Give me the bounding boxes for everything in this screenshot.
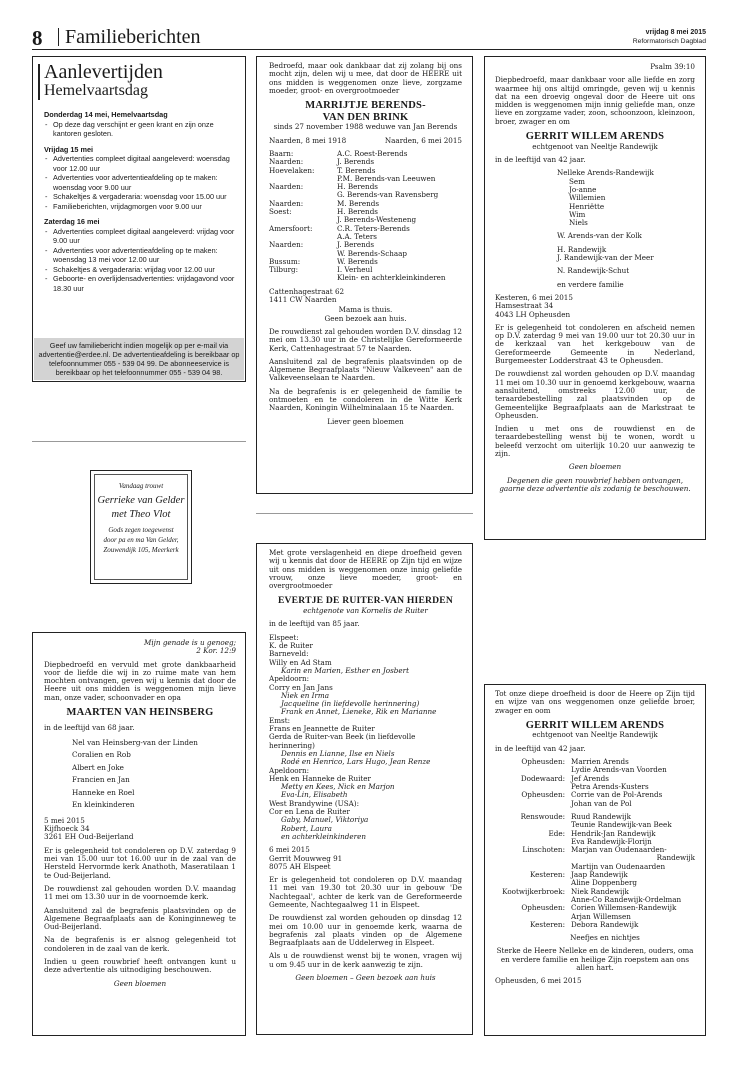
- address-line: 4043 LH Opheusden: [495, 309, 571, 319]
- intro-text: Tot onze diepe droefheid is door de Heere op Zijn tijd en wijze van ons weggenomen onze geliefde broer, zwager en oom: [495, 689, 695, 715]
- family-place: Opheusden:: [521, 903, 565, 913]
- condolence-text: Er is gelegenheid tot condoleren en afscheid nemen op D.V. zaterdag 9 mei van 19.00 uur tot 20.30 uur in de kerkzaal van het kerkgebouw van de Gereformeerde Gemeente in Nederland, Burgemeester Lodderstraat 43 te Opheusden.: [495, 322, 695, 366]
- family-member: W. Berends-Schaap: [337, 248, 408, 258]
- family-member: Debora Randewijk: [571, 919, 639, 929]
- schedule-item: - Advertenties compleet digitaal aangeleverd: woensdag voor 12.00 uur: [44, 154, 240, 173]
- column-rule: [32, 441, 246, 442]
- family-place: Opheusden:: [521, 790, 565, 800]
- family-member: Ruud Randewijk: [571, 811, 631, 821]
- family-line: Willy en Ad Stam: [269, 657, 332, 667]
- place-date: Kesteren, 6 mei 2015: [495, 292, 573, 302]
- condolence-text: Na de begrafenis is er gelegenheid de familie te ontmoeten en te condoleren in de Witte Kerk Naarden, Koningin Wilhelminalaan 15 te Naarden.: [269, 386, 462, 413]
- day-heading: Zaterdag 16 mei: [44, 217, 100, 226]
- family-member: J. Berends-Westeneng: [337, 215, 417, 225]
- day-list: [44, 227, 240, 294]
- family-member: Jef Arends: [571, 773, 609, 783]
- family-member: T. Berends: [337, 165, 376, 175]
- burial-text: Aansluitend zal de begrafenis plaatsvinden op de Algemene Begraafplaats aan de Koninginneweg te Oud-Beijerland.: [44, 905, 236, 932]
- family-line: Wim: [569, 209, 586, 219]
- family-line: Francien en Jan: [72, 775, 130, 785]
- day-heading: Donderdag 14 mei, Hemelvaartsdag: [44, 110, 168, 119]
- spouse-note: echtgenote van Kornelis de Ruiter: [303, 605, 428, 615]
- family-list: [269, 634, 462, 841]
- date-line: 6 mei 2015: [269, 845, 310, 855]
- obituary-body: [44, 639, 236, 988]
- family-member: Corrie van de Pol-Arends: [571, 790, 663, 800]
- aanlever-schedule: [44, 110, 240, 293]
- family-line: Corry en Jan Jans: [269, 682, 333, 692]
- obituary-marrijtje: [256, 56, 473, 494]
- family-member: P.M. Berends-van Leeuwen: [337, 173, 436, 183]
- service-text: De rouwdienst zal gehouden worden D.V. maandag 11 mei om 13.30 uur in de voornoemde kerk.: [44, 883, 236, 902]
- family-member: G. Berends-van Ravensberg: [337, 190, 439, 200]
- obituary-body: [269, 549, 462, 982]
- schedule-item: - Familieberichten, vrijdagmorgen voor 9.00 uur: [44, 202, 240, 212]
- obituary-maarten: [32, 632, 246, 1036]
- family-line: Karin en Marien, Esther en Josbert: [281, 665, 409, 675]
- family-member: Niek Randewijk: [571, 886, 629, 896]
- family-member: H. Berends: [337, 182, 378, 192]
- obituary-gerrit-1: [484, 56, 706, 540]
- family-member: C.R. Teters-Berends: [337, 223, 410, 233]
- family-member: Lydie Arends-van Voorden: [571, 765, 667, 775]
- family-line: Nelleke Arends-Randewijk: [557, 168, 654, 178]
- family-line: Jacqueline (in liefdevolle herinnering): [281, 699, 420, 709]
- date-line: 5 mei 2015: [44, 815, 85, 825]
- family-member: Marjan van Oudenaarden-: [571, 845, 667, 855]
- closing-note: Degenen die geen rouwbrief hebben ontvangen, gaarne deze advertentie als zodanig te beschouwen.: [499, 475, 691, 493]
- family-line: J. Randewijk-van der Meer: [557, 253, 654, 263]
- family-line: Niels: [569, 218, 588, 228]
- family-list: [495, 758, 695, 929]
- family-member: Johan van de Pol: [571, 798, 632, 808]
- birth-date: Naarden, 8 mei 1918: [269, 135, 347, 145]
- family-line: Gaby, Manuel, Viktoriya: [281, 815, 369, 825]
- family-line: Robert, Laura: [281, 823, 332, 833]
- obituary-body: [495, 63, 695, 493]
- condolence-text: Er is gelegenheid tot condoleren op D.V. maandag 11 mei van 19.30 tot 20.30 uur in gebouw 'De Nachtegaal', achter de kerk van de Gereformeerde Gemeente, Nachtegaalweg 11 in Elspeet.: [269, 875, 462, 909]
- schedule-item: - Op deze dag verschijnt er geen krant en zijn onze kantoren gesloten.: [44, 120, 240, 139]
- family-member: Hendrik-Jan Randewijk: [571, 828, 656, 838]
- family-line: Rodé en Henrico, Lars Hugo, Jean Renze: [281, 757, 431, 767]
- family-member: Martijn van Oudenaarden: [571, 861, 666, 871]
- family-list: [495, 169, 695, 227]
- wedding-blessing: Gods zegen toegewenst: [108, 526, 174, 534]
- age-line: in de leeftijd van 68 jaar.: [44, 722, 135, 732]
- schedule-item: - Advertenties voor advertentieafdeling op te maken: woensdag voor 9.00 uur: [44, 173, 240, 192]
- family-line: Gerda de Ruiter-van Beek (in liefdevolle herinnering): [269, 732, 416, 750]
- family-member: J. Berends: [337, 157, 375, 167]
- family-line: Elspeet:: [269, 632, 299, 642]
- condolence-text: Er is gelegenheid tot condoleren op D.V. zaterdag 9 mei van 15.00 uur tot 16.00 uur in de zaal van de Hersteld Hervormde kerk Anathoth, Maseratilaan 1 te Oud-Beijerland.: [44, 845, 236, 880]
- deceased-name: MAARTEN VAN HEINSBERG: [66, 707, 214, 719]
- family-place: Soest:: [269, 207, 292, 217]
- family-line: Sem: [569, 176, 585, 186]
- quote-line: Mama is thuis.: [338, 305, 393, 315]
- family-line: Metty en Kees, Nick en Marjon: [281, 782, 395, 792]
- family-place: [495, 854, 571, 862]
- family-line: Frans en Jeannette de Ruiter: [269, 724, 375, 734]
- family-place: Ede:: [548, 828, 565, 838]
- day-heading: Vrijdag 15 mei: [44, 144, 94, 154]
- family-member: Eva Randewijk-Florijn: [571, 836, 652, 846]
- family-member: J. Berends: [337, 240, 375, 250]
- family-member: H. Berends: [337, 207, 378, 217]
- wedding-parents: door pa en ma Van Gelder,: [103, 536, 179, 544]
- aanlevertijden-box: [32, 56, 246, 382]
- header-paper: Reformatorisch Dagblad: [632, 38, 706, 45]
- page-header: [32, 25, 706, 50]
- attendance-text: Als u de rouwdienst wenst bij te wonen, vragen wij u om 9.45 uur in de kerk aanwezig te zijn.: [269, 951, 462, 969]
- family-list: [495, 246, 695, 263]
- family-line: Frank en Annet, Lieneke, Rik en Marianne: [281, 707, 437, 717]
- family-line: Apeldoorn:: [269, 765, 310, 775]
- address-line: 8075 AH Elspeet: [269, 861, 331, 871]
- page-number: 8: [32, 26, 43, 50]
- family-place: Opheusden:: [521, 757, 565, 767]
- widow-note: sinds 27 november 1988 weduwe van Jan Berends: [273, 122, 458, 132]
- family-line: Niek en Irma: [281, 690, 330, 700]
- wedding-bride: Gerrieke van Gelder: [97, 495, 185, 506]
- family-line: West Brandywine (USA):: [269, 798, 360, 808]
- wedding-text: [95, 481, 187, 555]
- family-member: Petra Arends-Kusters: [571, 782, 649, 792]
- family-line: Coralien en Rob: [72, 750, 131, 760]
- death-date: Naarden, 6 mei 2015: [384, 135, 462, 145]
- family-member: W. Berends: [337, 256, 378, 266]
- family-line: H. Randewijk: [557, 244, 607, 254]
- deceased-name: EVERTJE DE RUITER-VAN HIERDEN: [277, 595, 454, 607]
- family-place: Linschoten:: [522, 845, 565, 855]
- aanlever-footer: Geef uw familiebericht indien mogelijk op per e-mail via advertentie@erdee.nl. De advertentieafdeling is bereikbaar op telefoonnummer 055 - 539 04 99. De abonneeservice is bereikbaar op het telefoonnummer 055 - 539 04 98.: [34, 338, 244, 380]
- obituary-body: [495, 690, 695, 986]
- bible-verse: Mijn genade is u genoeg;: [144, 638, 236, 647]
- wedding-address: Zouwendijk 105, Meerkerk: [103, 546, 179, 554]
- family-line: Albert en Joke: [72, 762, 124, 772]
- attendance-text: Indien u met ons de rouwdienst en de teraardebestelling wenst bij te wonen, wordt u beleefd verzocht om uiterlijk 10.20 uur aanwezig te zijn.: [495, 424, 695, 458]
- address-line: 1411 CW Naarden: [269, 295, 337, 305]
- schedule-item: - Schakeltjes & vergaderaria: woensdag voor 15.00 uur: [44, 192, 240, 202]
- deceased-name: GERRIT WILLEM ARENDS: [525, 719, 665, 731]
- family-line: Barneveld:: [269, 649, 309, 659]
- family-line: Henriëtte: [569, 201, 605, 211]
- intro-text: Diepbedroefd en vervuld met grote dankbaarheid voor de liefde die wij in zo ruime mate van hem mochten ontvangen, geven wij u kennis dat door de Heere uit ons midden is weggenomen mijn lieve man, onze vader, schoonvader en opa: [44, 659, 236, 702]
- cousins-line: Neefjes en nichtjes: [570, 933, 640, 943]
- family-member: Aline Doppenberg: [571, 878, 638, 888]
- family-line: Henk en Hanneke de Ruiter: [269, 773, 371, 783]
- age-line: in de leeftijd van 42 jaar.: [495, 155, 586, 165]
- deceased-name: VAN DEN BRINK: [322, 111, 409, 123]
- family-place: Naarden:: [269, 198, 304, 208]
- burial-text: Aansluitend zal de begrafenis plaatsvinden op de Algemene Begraafplaats "Nieuw Valkeveen" aan de Valkeveenselaan te Naarden.: [269, 356, 462, 383]
- family-line: Dennis en Lianne, Ilse en Niels: [281, 748, 395, 758]
- column-rule: [256, 513, 473, 514]
- family-line: N. Randewijk-Schut: [557, 266, 630, 276]
- obituary-body: [269, 62, 462, 426]
- header-divider: [58, 28, 59, 46]
- address-line: Kijfhoeck 34: [44, 824, 90, 834]
- family-member: Marrien Arends: [571, 757, 629, 767]
- family-list: [44, 737, 236, 812]
- family-member: Randewijk: [656, 853, 695, 863]
- family-line: Cor en Lena de Ruiter: [269, 807, 350, 817]
- family-line: En kleinkinderen: [72, 800, 135, 810]
- family-row: [269, 274, 462, 282]
- obituary-evertje: [256, 543, 473, 1035]
- family-line: Apeldoorn:: [269, 674, 310, 684]
- family-line: Emst:: [269, 715, 291, 725]
- family-place: [269, 274, 337, 282]
- spouse-note: echtgenoot van Neeltje Randewijk: [532, 730, 658, 740]
- family-member: Corien Willemsen-Randewijk: [571, 903, 677, 913]
- spouse-note: echtgenoot van Neeltje Randewijk: [532, 141, 658, 151]
- family-place: Tilburg:: [269, 265, 299, 275]
- family-line: en achterkleinkinderen: [281, 831, 366, 841]
- wedding-groom: met Theo Vlot: [111, 509, 171, 520]
- family-member: Anne-Co Randewijk-Ordelman: [571, 894, 682, 904]
- family-place: Naarden:: [269, 157, 304, 167]
- family-place: Dodewaard:: [520, 773, 565, 783]
- family-member: Jaap Randewijk: [571, 870, 628, 880]
- address-line: Gerrit Mouwweg 91: [269, 853, 343, 863]
- address-line: Cattenhagestraat 62: [269, 286, 345, 296]
- intro-text: Diepbedroefd, maar dankbaar voor alle liefde en zorg waarmee hij ons altijd omringde, geven wij u kennis dat na een droevig ongeval door de Heere uit ons midden is weggenomen mijn innig geliefde man, onze lieve en zorgzame vader, zoon, schoonzoon, kleinzoon, broer, zwager en om: [495, 75, 695, 126]
- section-title: Familieberichten: [65, 26, 201, 48]
- service-text: De rouwdienst zal worden gehouden op dinsdag 12 mei om 10.00 uur in genoemde kerk, waarna de begrafenis zal plaats vinden op de Algemene Begraafplaats aan de Uddelerweg in Elspeet.: [269, 913, 462, 948]
- after-burial-text: Na de begrafenis is er alsnog gelegenheid tot condoleren in de zaal van de kerk.: [44, 935, 236, 953]
- family-place: Amersfoort:: [269, 223, 313, 233]
- service-text: De rouwdienst zal worden gehouden op D.V. maandag 11 mei om 10.30 uur in genoemd kerkgebouw, waarna aansluitend, omstreeks 12.00 uur, de teraardebestelling zal plaatsvinden op de Gemeentelijke Begraafplaats aan de Markstraat te Opheusden.: [495, 369, 695, 420]
- family-place: Hoevelaken:: [269, 165, 315, 175]
- quote-line: Geen bezoek aan huis.: [324, 313, 407, 323]
- family-line: Nel van Heinsberg-van der Linden: [72, 737, 198, 747]
- family-line: Jo-anne: [569, 184, 597, 194]
- family-member: A.C. Roest-Berends: [337, 148, 408, 158]
- family-line: en verdere familie: [557, 279, 624, 289]
- family-place: Bussum:: [269, 256, 301, 266]
- schedule-item: - Geboorte- en overlijdensadvertenties: vrijdagavond voor 18.30 uur: [44, 274, 240, 293]
- aanlever-subtitle: Hemelvaartsdag: [44, 82, 148, 99]
- closing-note: Geen bloemen – Geen bezoek aan huis: [295, 973, 436, 983]
- family-member: I. Verheul: [337, 265, 373, 275]
- schedule-item: - Advertenties voor advertentieafdeling op te maken: woensdag 13 mei voor 12.00 uur: [44, 246, 240, 265]
- obituary-gerrit-2: [484, 684, 706, 1036]
- address-line: Hamsestraat 34: [495, 301, 554, 311]
- intro-text: Met grote verslagenheid en diepe droefheid geven wij u kennis dat door de HEERE op Zijn tijd en wijze uit ons midden is weggenomen onze innig geliefde vrouw, onze lieve moeder, groot- en overgrootmoeder: [269, 548, 462, 591]
- day-list: [44, 120, 240, 139]
- day-list: [44, 154, 240, 211]
- family-member: Teunie Randewijk-van Beek: [571, 820, 672, 830]
- family-list: [269, 150, 462, 283]
- place-date: Opheusden, 6 mei 2015: [495, 976, 582, 986]
- title-accent-bar: [38, 64, 40, 100]
- closing-note: Geen bloemen: [113, 978, 167, 988]
- family-line: Eva-Lin, Elisabeth: [281, 790, 348, 800]
- family-line: Willemien: [569, 193, 606, 203]
- age-line: in de leeftijd van 85 jaar.: [269, 619, 360, 629]
- wedding-intro: Vandaag trouwt: [118, 482, 164, 490]
- age-line: in de leeftijd van 42 jaar.: [495, 743, 586, 753]
- bible-reference: 2 Kor. 12:9: [196, 646, 236, 656]
- aanlever-title: Aanlevertijden: [44, 61, 163, 83]
- family-member: Arjan Willemsen: [571, 911, 631, 921]
- schedule-item: - Schakeltjes & vergaderaria: vrijdag voor 12.00 uur: [44, 265, 240, 275]
- invitation-text: Indien u geen rouwbrief heeft ontvangen kunt u deze advertentie als uitnodiging beschouwen.: [44, 957, 236, 975]
- deceased-name: MARRIJTJE BERENDS-: [305, 100, 426, 112]
- family-place: Kootwijkerbroek:: [502, 886, 565, 896]
- wedding-notice: [90, 470, 192, 584]
- family-row: [495, 800, 695, 808]
- schedule-item: - Advertenties compleet digitaal aangeleverd: vrijdag voor 9.00 uur: [44, 227, 240, 246]
- closing-note: Geen bloemen: [568, 462, 622, 472]
- family-line: W. Arends-van der Kolk: [557, 231, 642, 241]
- family-place: [495, 800, 571, 808]
- service-text: De rouwdienst zal gehouden worden D.V. dinsdag 12 mei om 13.30 uur in de Christelijke Gereformeerde Kerk, Cattenhagestraat 57 te Naarden.: [269, 326, 462, 353]
- header-date: vrijdag 8 mei 2015: [645, 29, 706, 36]
- life-dates: [269, 137, 462, 145]
- closing-wish: Sterke de Heere Nelleke en de kinderen, ouders, oma en verdere familie en heilige Zijn roepstem aan ons allen hart.: [496, 946, 694, 973]
- address-line: 3261 EH Oud-Beijerland: [44, 832, 134, 842]
- family-line: Hanneke en Roel: [72, 787, 135, 797]
- family-place: Naarden:: [269, 182, 304, 192]
- family-place: Naarden:: [269, 240, 304, 250]
- family-place: Renswoude:: [520, 811, 565, 821]
- family-member: M. Berends: [337, 198, 380, 208]
- family-member: A.A. Teters: [337, 231, 377, 241]
- family-line: K. de Ruiter: [269, 641, 313, 651]
- closing-note: Liever geen bloemen: [327, 416, 404, 426]
- bible-verse: Psalm 39:10: [650, 62, 695, 71]
- family-place: Baarn:: [269, 148, 294, 158]
- family-member: Klein- en achterkleinkinderen: [337, 273, 446, 283]
- family-row: [495, 921, 695, 929]
- family-place: Kesteren:: [529, 870, 565, 880]
- family-place: Kesteren:: [529, 919, 565, 929]
- intro-text: Bedroefd, maar ook dankbaar dat zij zolang bij ons mocht zijn, delen wij u mee, dat door de HEERE uit ons midden is weggenomen onze lieve, zorgzame moeder, groot- en overgrootmoeder: [269, 61, 462, 95]
- deceased-name: GERRIT WILLEM ARENDS: [525, 131, 665, 143]
